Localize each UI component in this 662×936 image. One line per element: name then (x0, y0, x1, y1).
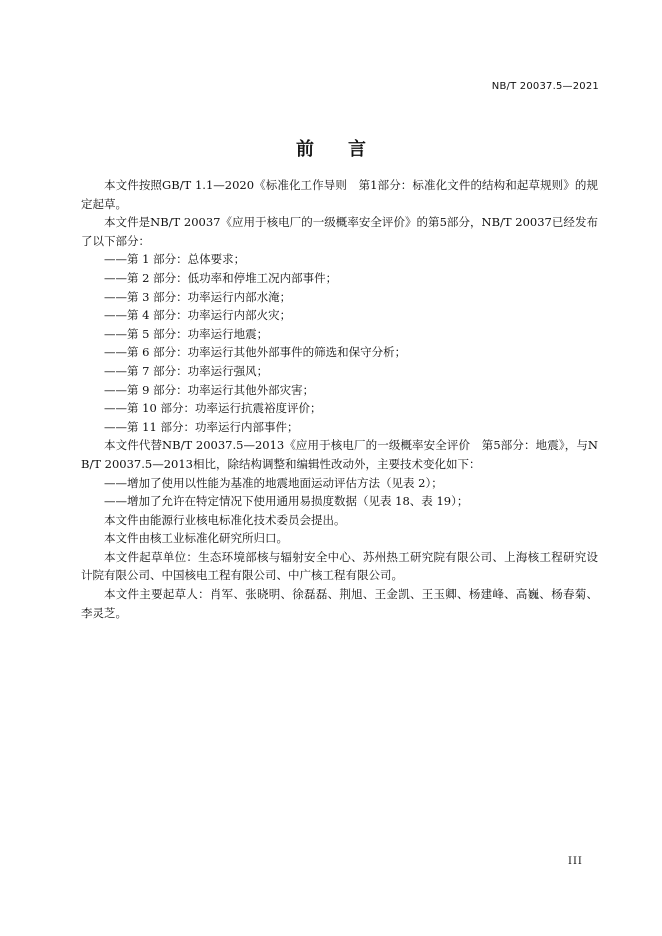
foreword-body (81, 176, 598, 622)
paragraph-drafters: 本文件主要起草人：肖军、张晓明、徐磊磊、荆旭、王金凯、王玉卿、杨建峰、高巍、杨春菊、李灵芝。 (81, 587, 598, 620)
paragraph-replacement: 本文件代替NB/T 20037.5—2013《应用于核电厂的一级概率安全评价 第5部分：地震》，与NB/T 20037.5—2013相比，除结构调整和编辑性改动外，主要技术变化如下： (81, 438, 598, 471)
list-item: ——增加了允许在特定情况下使用通用易损度数据（见表 18、表 19）； (104, 494, 469, 509)
list-item: ——第 10 部分：功率运行抗震裕度评价； (104, 401, 322, 416)
list-item: ——第 3 部分：功率运行内部水淹； (104, 289, 292, 304)
list-item: ——第 7 部分：功率运行强风； (104, 363, 269, 378)
list-item: ——第 4 部分：功率运行内部火灾； (104, 308, 292, 323)
list-item: ——第 9 部分：功率运行其他外部灾害； (104, 382, 315, 397)
paragraph-proposer: 本文件由能源行业核电标准化技术委员会提出。 (104, 512, 346, 527)
document-number: NB/T 20037.5—2021 (491, 81, 599, 92)
parts-list (81, 250, 598, 436)
list-item: ——第 1 部分：总体要求； (104, 252, 246, 267)
changes-list (81, 474, 598, 511)
list-item: ——第 6 部分：功率运行其他外部事件的筛选和保守分析； (104, 345, 407, 360)
section-title: 前言 (296, 139, 400, 160)
page-number: III (568, 856, 583, 867)
paragraph-drafting-units: 本文件起草单位：生态环境部核与辐射安全中心、苏州热工研究院有限公司、上海核工程研究设计院有限公司、中国核电工程有限公司、中广核工程有限公司。 (81, 549, 598, 583)
paragraph-administrator: 本文件由核工业标准化研究所归口。 (104, 531, 288, 546)
paragraph-series-overview: 本文件是NB/T 20037《应用于核电厂的一级概率安全评价》的第5部分，NB/T 20037已经发布了以下部分： (81, 215, 598, 248)
list-item: ——第 5 部分：功率运行地震； (104, 326, 269, 341)
list-item: ——第 11 部分：功率运行内部事件； (104, 419, 299, 434)
list-item: ——第 2 部分：低功率和停堆工况内部事件； (104, 270, 338, 285)
paragraph-drafting-rules: 本文件按照GB/T 1.1—2020《标准化工作导则 第1部分：标准化文件的结构和起草规则》的规定起草。 (81, 178, 598, 211)
list-item: ——增加了使用以性能为基准的地震地面运动评估方法（见表 2）； (104, 475, 443, 490)
